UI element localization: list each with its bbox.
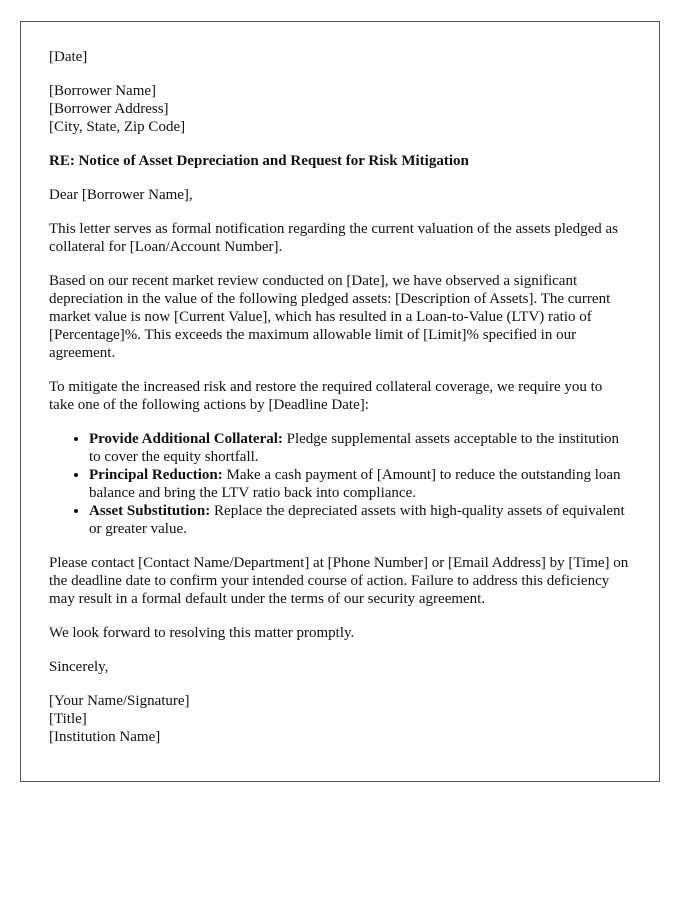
list-item — [89, 466, 631, 502]
action-text: Pledge supplemental assets acceptable to the institution to cover the equity shortfall. — [89, 431, 620, 465]
paragraph-required-actions: To mitigate the increased risk and restore the required collateral coverage, we require you to take one of the following actions by [Deadline Date]: — [49, 379, 603, 413]
letter-date: [Date] — [49, 49, 88, 65]
letter-page — [20, 21, 660, 782]
paragraph-closing-remark: We look forward to resolving this matter promptly. — [49, 625, 355, 641]
list-item — [89, 430, 631, 466]
signature-title: [Title] — [49, 711, 87, 727]
recipient-name: [Borrower Name] — [49, 83, 157, 99]
subject-line: RE: Notice of Asset Depreciation and Request for Risk Mitigation — [49, 153, 469, 169]
action-term: Asset Substitution: — [89, 503, 211, 519]
signature-block — [49, 692, 631, 746]
paragraph-notification: This letter serves as formal notification regarding the current valuation of the assets pledged as collateral for [Loan/Account Number]. — [49, 221, 618, 255]
paragraph-contact: Please contact [Contact Name/Department] at [Phone Number] or [Email Address] by [Time] on the deadline date to confirm your intended course of action. Failure to address this deficiency may result in a formal default under the terms of our security agreement. — [49, 555, 629, 607]
actions-list — [49, 430, 631, 538]
closing: Sincerely, — [49, 659, 109, 675]
recipient-block — [49, 82, 631, 136]
salutation: Dear [Borrower Name], — [49, 187, 193, 203]
paragraph-depreciation: Based on our recent market review conducted on [Date], we have observed a significant depreciation in the value of the following pledged assets: [Description of Assets]. The current market value is now [Current Value], which has resulted in a Loan-to-Value (LTV) ratio of [Percentage]%. This exceeds the maximum allowable limit of [Limit]% specified in our agreement. — [49, 273, 611, 361]
recipient-address: [Borrower Address] — [49, 101, 169, 117]
action-text: Make a cash payment of [Amount] to reduce the outstanding loan balance and bring the LTV ratio back into compliance. — [89, 467, 621, 501]
action-term: Provide Additional Collateral: — [89, 431, 283, 447]
signature-institution: [Institution Name] — [49, 729, 161, 745]
action-text: Replace the depreciated assets with high-quality assets of equivalent or greater value. — [89, 503, 625, 537]
list-item — [89, 502, 631, 538]
signature-name: [Your Name/Signature] — [49, 693, 190, 709]
recipient-city: [City, State, Zip Code] — [49, 119, 186, 135]
action-term: Principal Reduction: — [89, 467, 223, 483]
